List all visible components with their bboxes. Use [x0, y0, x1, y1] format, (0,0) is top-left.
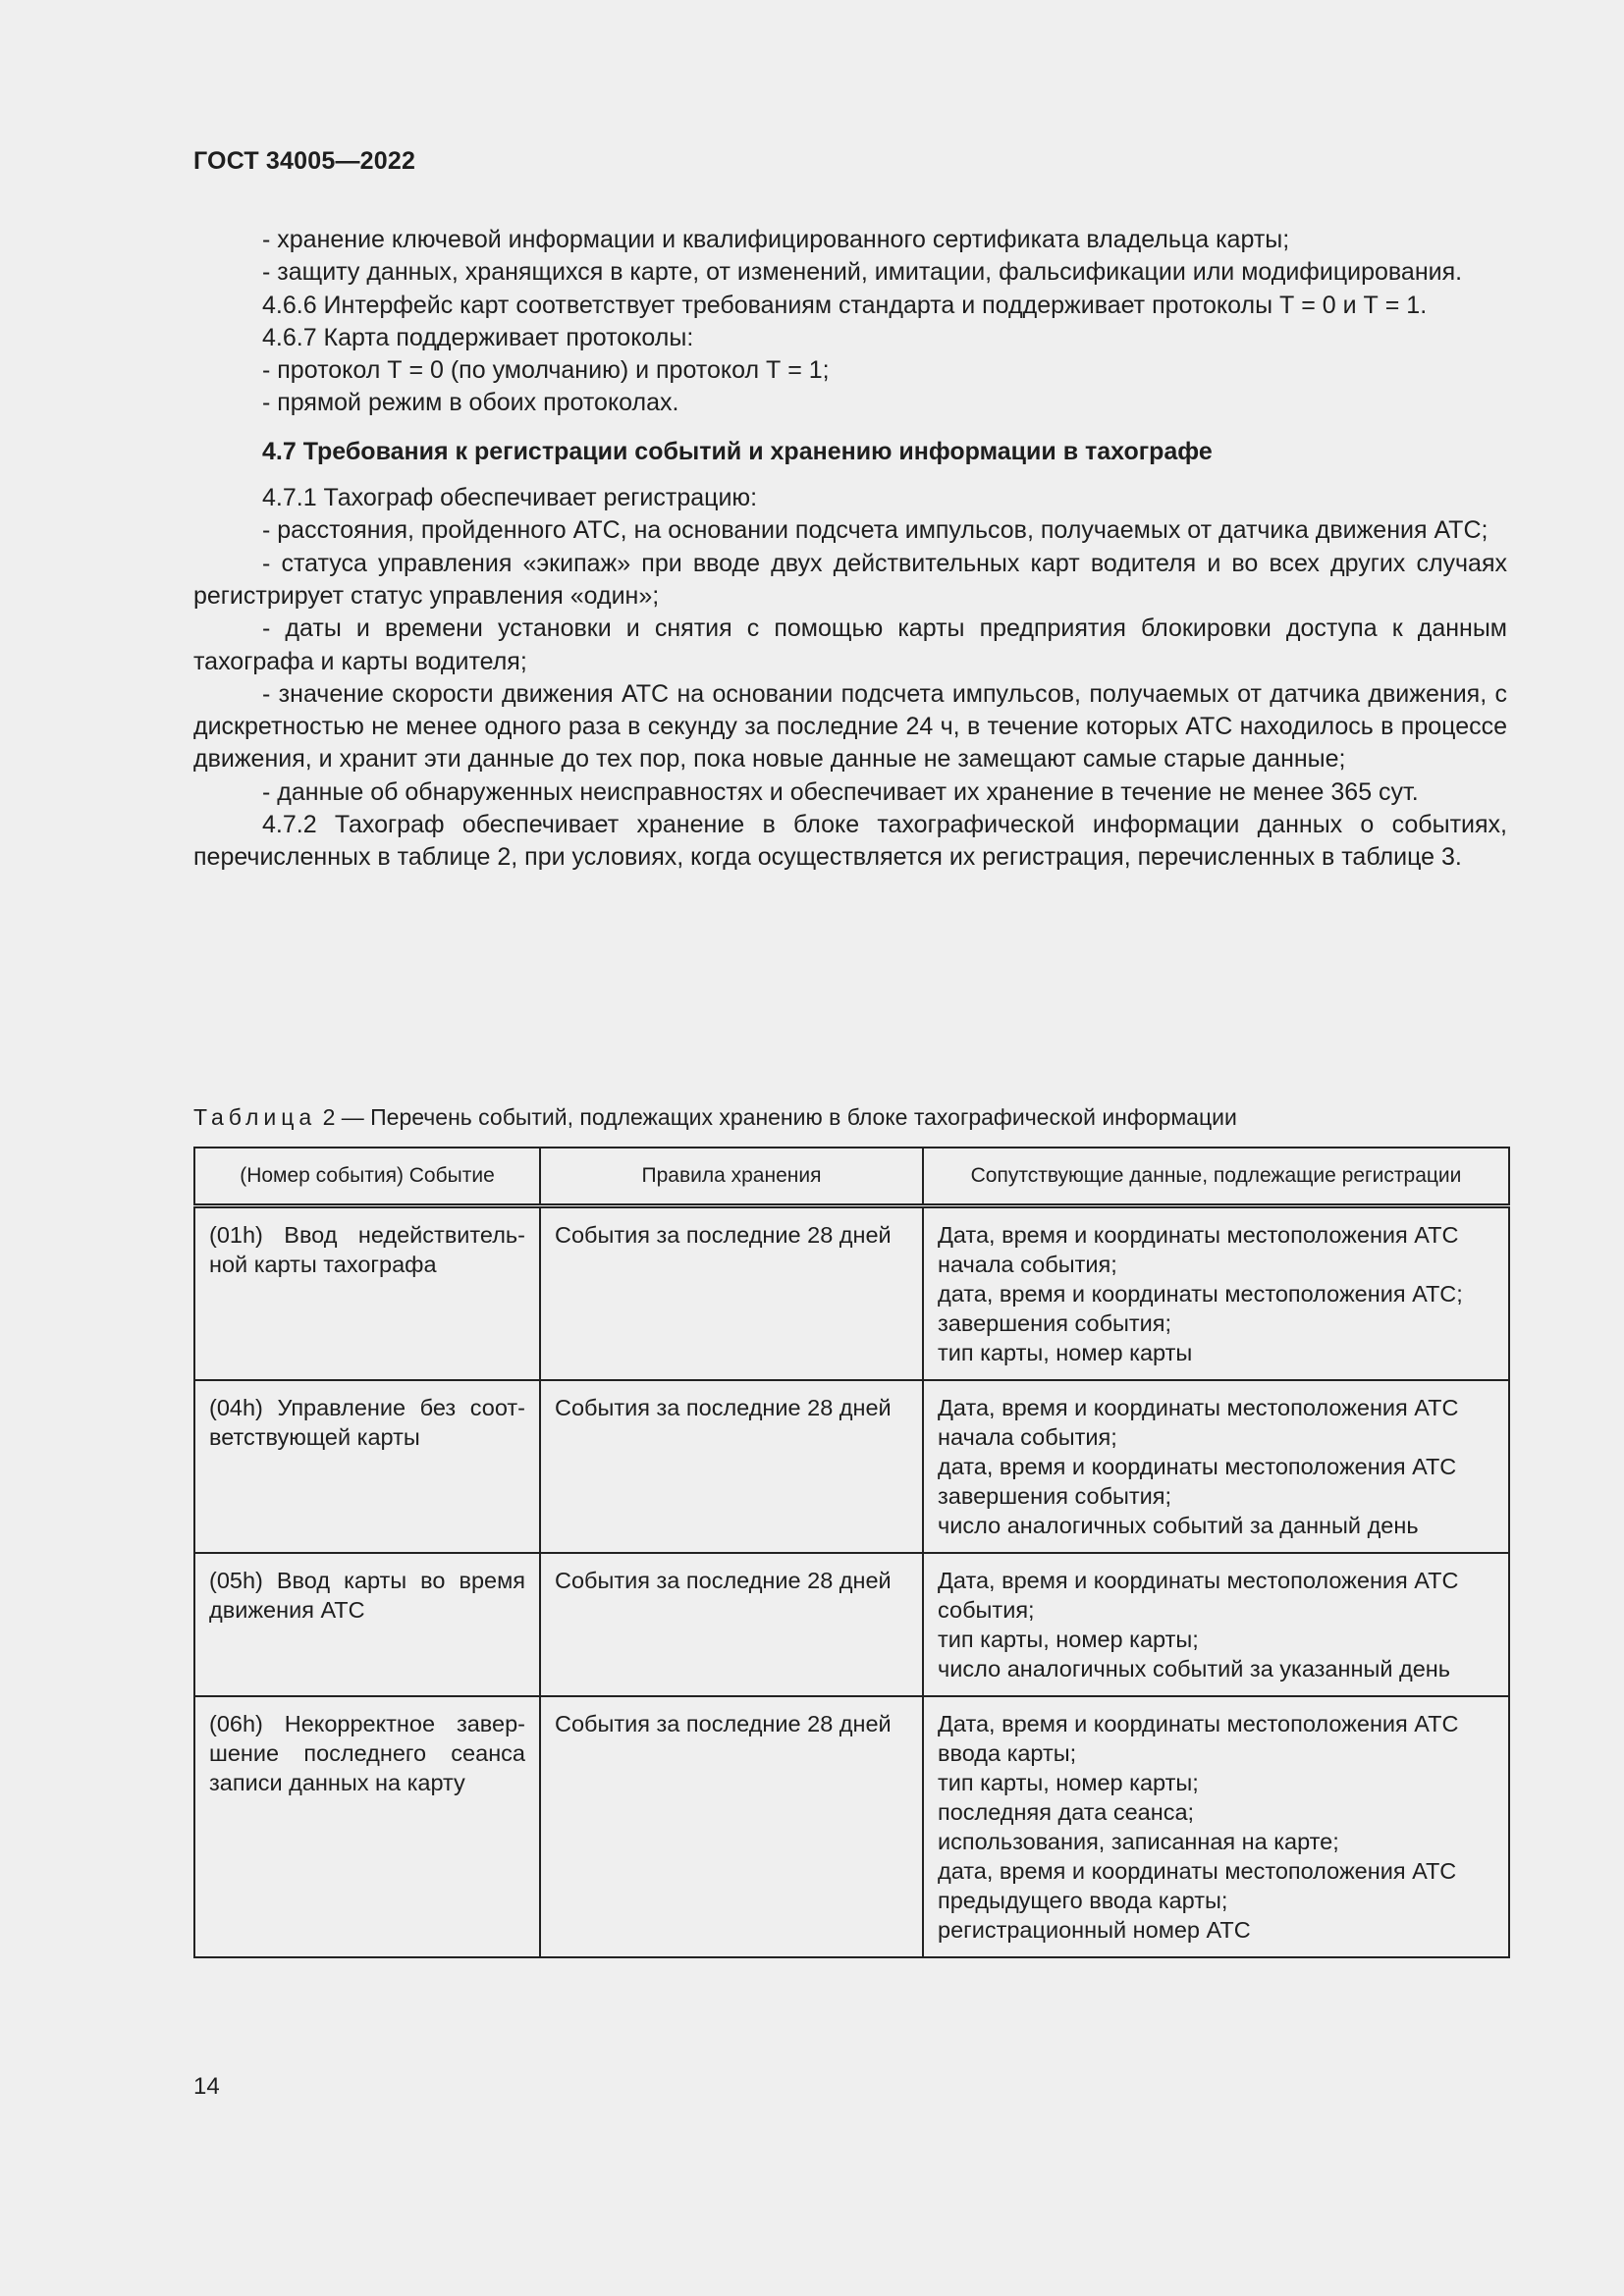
table-caption: [193, 1104, 1237, 1131]
data-line: тип карты, номер карты;: [938, 1627, 1199, 1652]
table-row: [194, 1553, 1509, 1696]
data-line: последняя дата сеанса;: [938, 1799, 1195, 1825]
data-line: использования, записанная на карте;: [938, 1829, 1339, 1854]
paragraph: - данные об обнаруженных неисправностях и обеспечивает их хранение в течение не менее 365 сут.: [262, 777, 1419, 806]
paragraph: - даты и времени установки и снятия с помощью карты предприятия блокировки доступа к данным тахографа и карты водителя;: [193, 614, 1507, 675]
data-line: ввода карты;: [938, 1740, 1077, 1766]
event-cell: (01h) Ввод недействительной карты тахографа: [194, 1206, 540, 1381]
data-line: начала события;: [938, 1252, 1117, 1277]
paragraph: 4.7.1 Тахограф обеспечивает регистрацию:: [262, 484, 758, 512]
paragraph: - прямой режим в обоих протоколах.: [262, 389, 679, 417]
data-line: Дата, время и координаты местоположения АТС: [938, 1395, 1459, 1420]
data-line: Дата, время и координаты местоположения АТС: [938, 1568, 1459, 1593]
paragraph: 4.6.7 Карта поддерживает протоколы:: [262, 323, 694, 351]
data-cell: [923, 1696, 1509, 1957]
data-line: число аналогичных событий за данный день: [938, 1513, 1419, 1538]
rule-cell: События за последние 28 дней: [540, 1206, 923, 1381]
data-line: тип карты, номер карты: [938, 1340, 1193, 1365]
column-header-event: (Номер события) Событие: [194, 1148, 540, 1206]
data-cell: [923, 1380, 1509, 1553]
rule-cell: События за последние 28 дней: [540, 1553, 923, 1696]
paragraph: - расстояния, пройденного АТС, на основании подсчета импульсов, получаемых от датчика движения АТС;: [262, 516, 1489, 545]
data-line: предыдущего ввода карты;: [938, 1888, 1228, 1913]
event-cell: (06h) Некорректное завершение последнего сеанса записи данных на карту: [194, 1696, 540, 1957]
paragraph: 4.7.2 Тахограф обеспечивает хранение в блоке тахографической информации данных о событиях, перечисленных в таблице 2, при условиях, когда осуществляется их регистрация, перечисленных в таблице 3.: [193, 811, 1507, 872]
rule-cell: События за последние 28 дней: [540, 1380, 923, 1553]
table-caption-text: 2 — Перечень событий, подлежащих хранению в блоке тахографической информации: [322, 1104, 1237, 1130]
data-line: завершения события;: [938, 1310, 1172, 1336]
paragraph: - значение скорости движения АТС на основании подсчета импульсов, получаемых от датчика движения, с дискретностью не менее одного раза в секунду за последние 24 ч, в течение которых АТС находилось в процессе движения, и хранит эти данные до тех пор, пока новые данные не замещают самые старые данные;: [193, 679, 1507, 774]
data-line: тип карты, номер карты;: [938, 1770, 1199, 1795]
data-line: события;: [938, 1597, 1035, 1623]
document-header-title: ГОСТ 34005—2022: [193, 147, 416, 175]
section-heading: 4.7 Требования к регистрации событий и хранению информации в тахографе: [262, 437, 1213, 465]
body-text: [193, 224, 1507, 875]
paragraph: 4.6.6 Интерфейс карт соответствует требованиям стандарта и поддерживает протоколы Т = 0 и Т = 1.: [262, 291, 1428, 319]
table-header-row: [194, 1148, 1509, 1206]
data-cell: [923, 1553, 1509, 1696]
data-line: дата, время и координаты местоположения АТС: [938, 1454, 1457, 1479]
table-row: [194, 1206, 1509, 1381]
data-line: Дата, время и координаты местоположения АТС: [938, 1222, 1459, 1248]
data-line: дата, время и координаты местоположения АТС;: [938, 1281, 1463, 1307]
data-cell: [923, 1206, 1509, 1381]
data-line: число аналогичных событий за указанный день: [938, 1656, 1451, 1682]
event-cell: (04h) Управление без соответствующей карты: [194, 1380, 540, 1553]
column-header-data: Сопутствующие данные, подлежащие регистрации: [923, 1148, 1509, 1206]
data-line: завершения события;: [938, 1483, 1172, 1509]
paragraph: - хранение ключевой информации и квалифицированного сертификата владельца карты;: [262, 226, 1290, 253]
rule-cell: События за последние 28 дней: [540, 1696, 923, 1957]
paragraph: - протокол Т = 0 (по умолчанию) и протокол Т = 1;: [262, 356, 830, 385]
events-table: [193, 1147, 1510, 1958]
data-line: регистрационный номер АТС: [938, 1917, 1251, 1943]
data-line: Дата, время и координаты местоположения АТС: [938, 1711, 1459, 1736]
event-cell: (05h) Ввод карты во время движения АТС: [194, 1553, 540, 1696]
page-number: 14: [193, 2073, 220, 2100]
paragraph: - статуса управления «экипаж» при вводе двух действительных карт водителя и во всех других случаях регистрирует статус управления «один»;: [193, 549, 1507, 610]
table-caption-label: Таблица: [193, 1104, 317, 1130]
table-row: [194, 1696, 1509, 1957]
column-header-rule: Правила хранения: [540, 1148, 923, 1206]
table-row: [194, 1380, 1509, 1553]
paragraph: - защиту данных, хранящихся в карте, от изменений, имитации, фальсификации или модифицирования.: [262, 258, 1463, 287]
data-line: начала события;: [938, 1424, 1117, 1450]
data-line: дата, время и координаты местоположения АТС: [938, 1858, 1457, 1884]
